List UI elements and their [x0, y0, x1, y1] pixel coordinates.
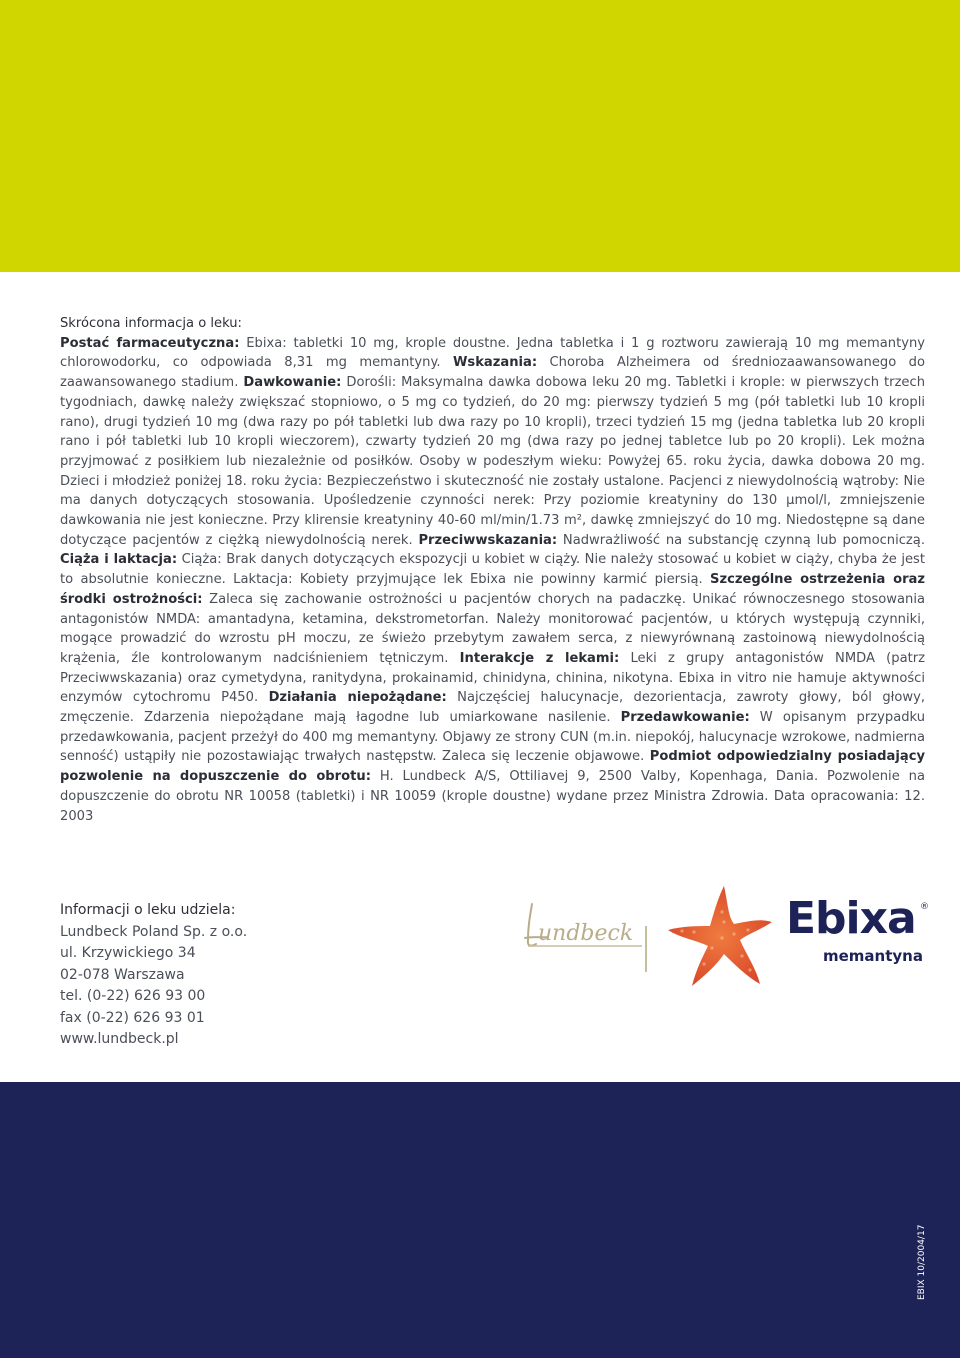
document-code: EBIX 10/2004/17	[917, 1224, 927, 1300]
contact-title: Informacji o leku udziela:	[60, 902, 236, 918]
info-body	[60, 334, 925, 827]
label-overdose: Przedawkowanie:	[620, 710, 750, 726]
lundbeck-logo	[522, 896, 658, 976]
label-warnings: Szczególne ostrzeżenia oraz środki ostrożności:	[60, 572, 925, 607]
text-side-effects: Najczęściej halucynacje, dezorientacja, zawroty głowy, ból głowy, zmęczenie. Zdarzenia niepożądane mają łagodne lub umiarkowane nasilenie.	[60, 690, 925, 726]
top-color-band	[0, 0, 960, 272]
text-warnings: Zaleca się zachowanie ostrożności u pacjentów chorych na padaczkę. Unikać równoczesnego stosowania antagonistów NMDA: amantadyna, ketamina, dekstrometorfan. Należy monitorować pacjentów, u których występują czynniki, mogące prowadzić do wzrostu pH moczu, ze świeżo przebytym zawałem serca, z niewyrównaną zastoinową niewydolnością krążenia, źle kontrolowanym nadciśnieniem tętniczym.	[60, 591, 925, 666]
bottom-color-band	[0, 1082, 960, 1358]
info-heading: Skrócona informacja o leku:	[60, 316, 242, 331]
ebixa-generic-name: memantyna	[823, 947, 923, 965]
ebixa-brand-name: Ebixa	[786, 893, 916, 944]
label-pregnancy: Ciąża i laktacja:	[60, 552, 178, 568]
text-pregnancy: Ciąża: Brak danych dotyczących ekspozycji u kobiet w ciąży. Nie należy stosować u kobiet w ciąży, chyba że jest to absolutnie konieczne. Laktacja: Kobiety przyjmujące lek Ebixa nie powinny karmić piersią.	[60, 552, 925, 588]
label-marketing-holder: Podmiot odpowiedzialny posiadający pozwolenie na dopuszczenie do obrotu:	[60, 749, 925, 785]
label-interactions: Interakcje z lekami:	[459, 650, 620, 666]
contact-block	[60, 900, 380, 1051]
text-indications: Choroba Alzheimera od średniozaawansowanego do zaawansowanego stadium.	[60, 355, 925, 391]
text-overdose: W opisanym przypadku przedawkowania, pacjent przeżył do 400 mg memantyny. Objawy ze strony CUN (m.in. niepokój, halucynacje wzrokowe, nadmierna senność) ustąpiły nie pozostawiając trwałych następstw. Zaleca się leczenie objawowe.	[60, 710, 926, 765]
label-side-effects: Działania niepożądane:	[268, 690, 447, 706]
contact-phone: tel. (0-22) 626 93 00	[60, 988, 206, 1004]
text-form: Ebixa: tabletki 10 mg, krople doustne. Jedna tabletka i 1 g roztworu zawierają 10 mg memantyny chlorowodorku, co odpowiada 8,31 mg memantyny.	[60, 335, 925, 371]
contact-company: Lundbeck Poland Sp. z o.o.	[60, 923, 248, 940]
ebixa-logo	[786, 892, 936, 972]
label-indications: Wskazania:	[452, 355, 538, 371]
contact-fax: fax (0-22) 626 93 01	[60, 1009, 205, 1026]
text-dosage: Dorośli: Maksymalna dawka dobowa leku 20 mg. Tabletki i krople: w pierwszych trzech tygodniach, dawkę należy zwiększać stopniowo, o 5 mg co tydzień, do 20 mg: pierwszy tydzień 5 mg (pół tabletki lub 10 kropli rano), drugi tydzień 10 mg (dwa razy po pół tabletki lub dwa razy po 10 kropli), trzeci tydzień 15 mg (jedna tabletka lub 20 kropli rano i pół tabletki lub 10 kropli wieczorem), czwarty tydzień 20 mg (dwa razy po jednej tabletce lub po 20 kropli). Lek można przyjmować z posiłkiem lub niezależnie od posiłków. Osoby w podeszłym wieku: Powyżej 65. roku życia, dawka dobowa 20 mg. Dzieci i młodzież poniżej 18. roku życia: Bezpieczeństwo i skuteczność nie zostały ustalone. Pacjenci z niewydolnością wątroby: Nie ma danych dotyczących stosowania. Upośledzenie czynności nerek: Przy poziomie kreatyniny do 130 µmol/l, zmniejszenie dawkowania nie jest konieczne. Przy klirensie kreatyniny 40-60 ml/min/1.73 m², dawkę zmniejszyć do 10 mg. Niedostępne są dane dotyczące pacjentów z ciężką niewydolnością nerek.	[60, 375, 925, 548]
svg-text:undbeck: undbeck	[538, 921, 634, 946]
label-form: Postać farmaceutyczna:	[60, 335, 240, 351]
label-contraindications: Przeciwwskazania:	[418, 532, 558, 548]
contact-street: ul. Krzywickiego 34	[60, 945, 196, 961]
product-information	[60, 314, 925, 826]
label-dosage: Dawkowanie:	[243, 375, 342, 391]
text-interactions: Leki z grupy antagonistów NMDA (patrz Przeciwwskazania) oraz cymetydyna, ranitydyna, prokainamid, chinidyna, chinina, nikotyna. Ebixa in vitro nie hamuje aktywności enzymów cytochromu P450.	[60, 650, 925, 706]
starfish-icon	[664, 882, 774, 988]
registered-mark: ®	[920, 902, 929, 912]
contact-city: 02-078 Warszawa	[60, 966, 185, 983]
text-contraindications: Nadwrażliwość na substancję czynną lub pomocniczą.	[557, 532, 925, 548]
text-marketing-holder: H. Lundbeck A/S, Ottiliavej 9, 2500 Valby, Kopenhaga, Dania. Pozwolenie na dopuszczenie do obrotu NR 10058 (tabletki) i NR 10059 (krople doustne) wydane przez Ministra Zdrowia. Data opracowania: 12. 2003	[60, 769, 925, 824]
contact-website[interactable]: www.lundbeck.pl	[60, 1031, 179, 1047]
